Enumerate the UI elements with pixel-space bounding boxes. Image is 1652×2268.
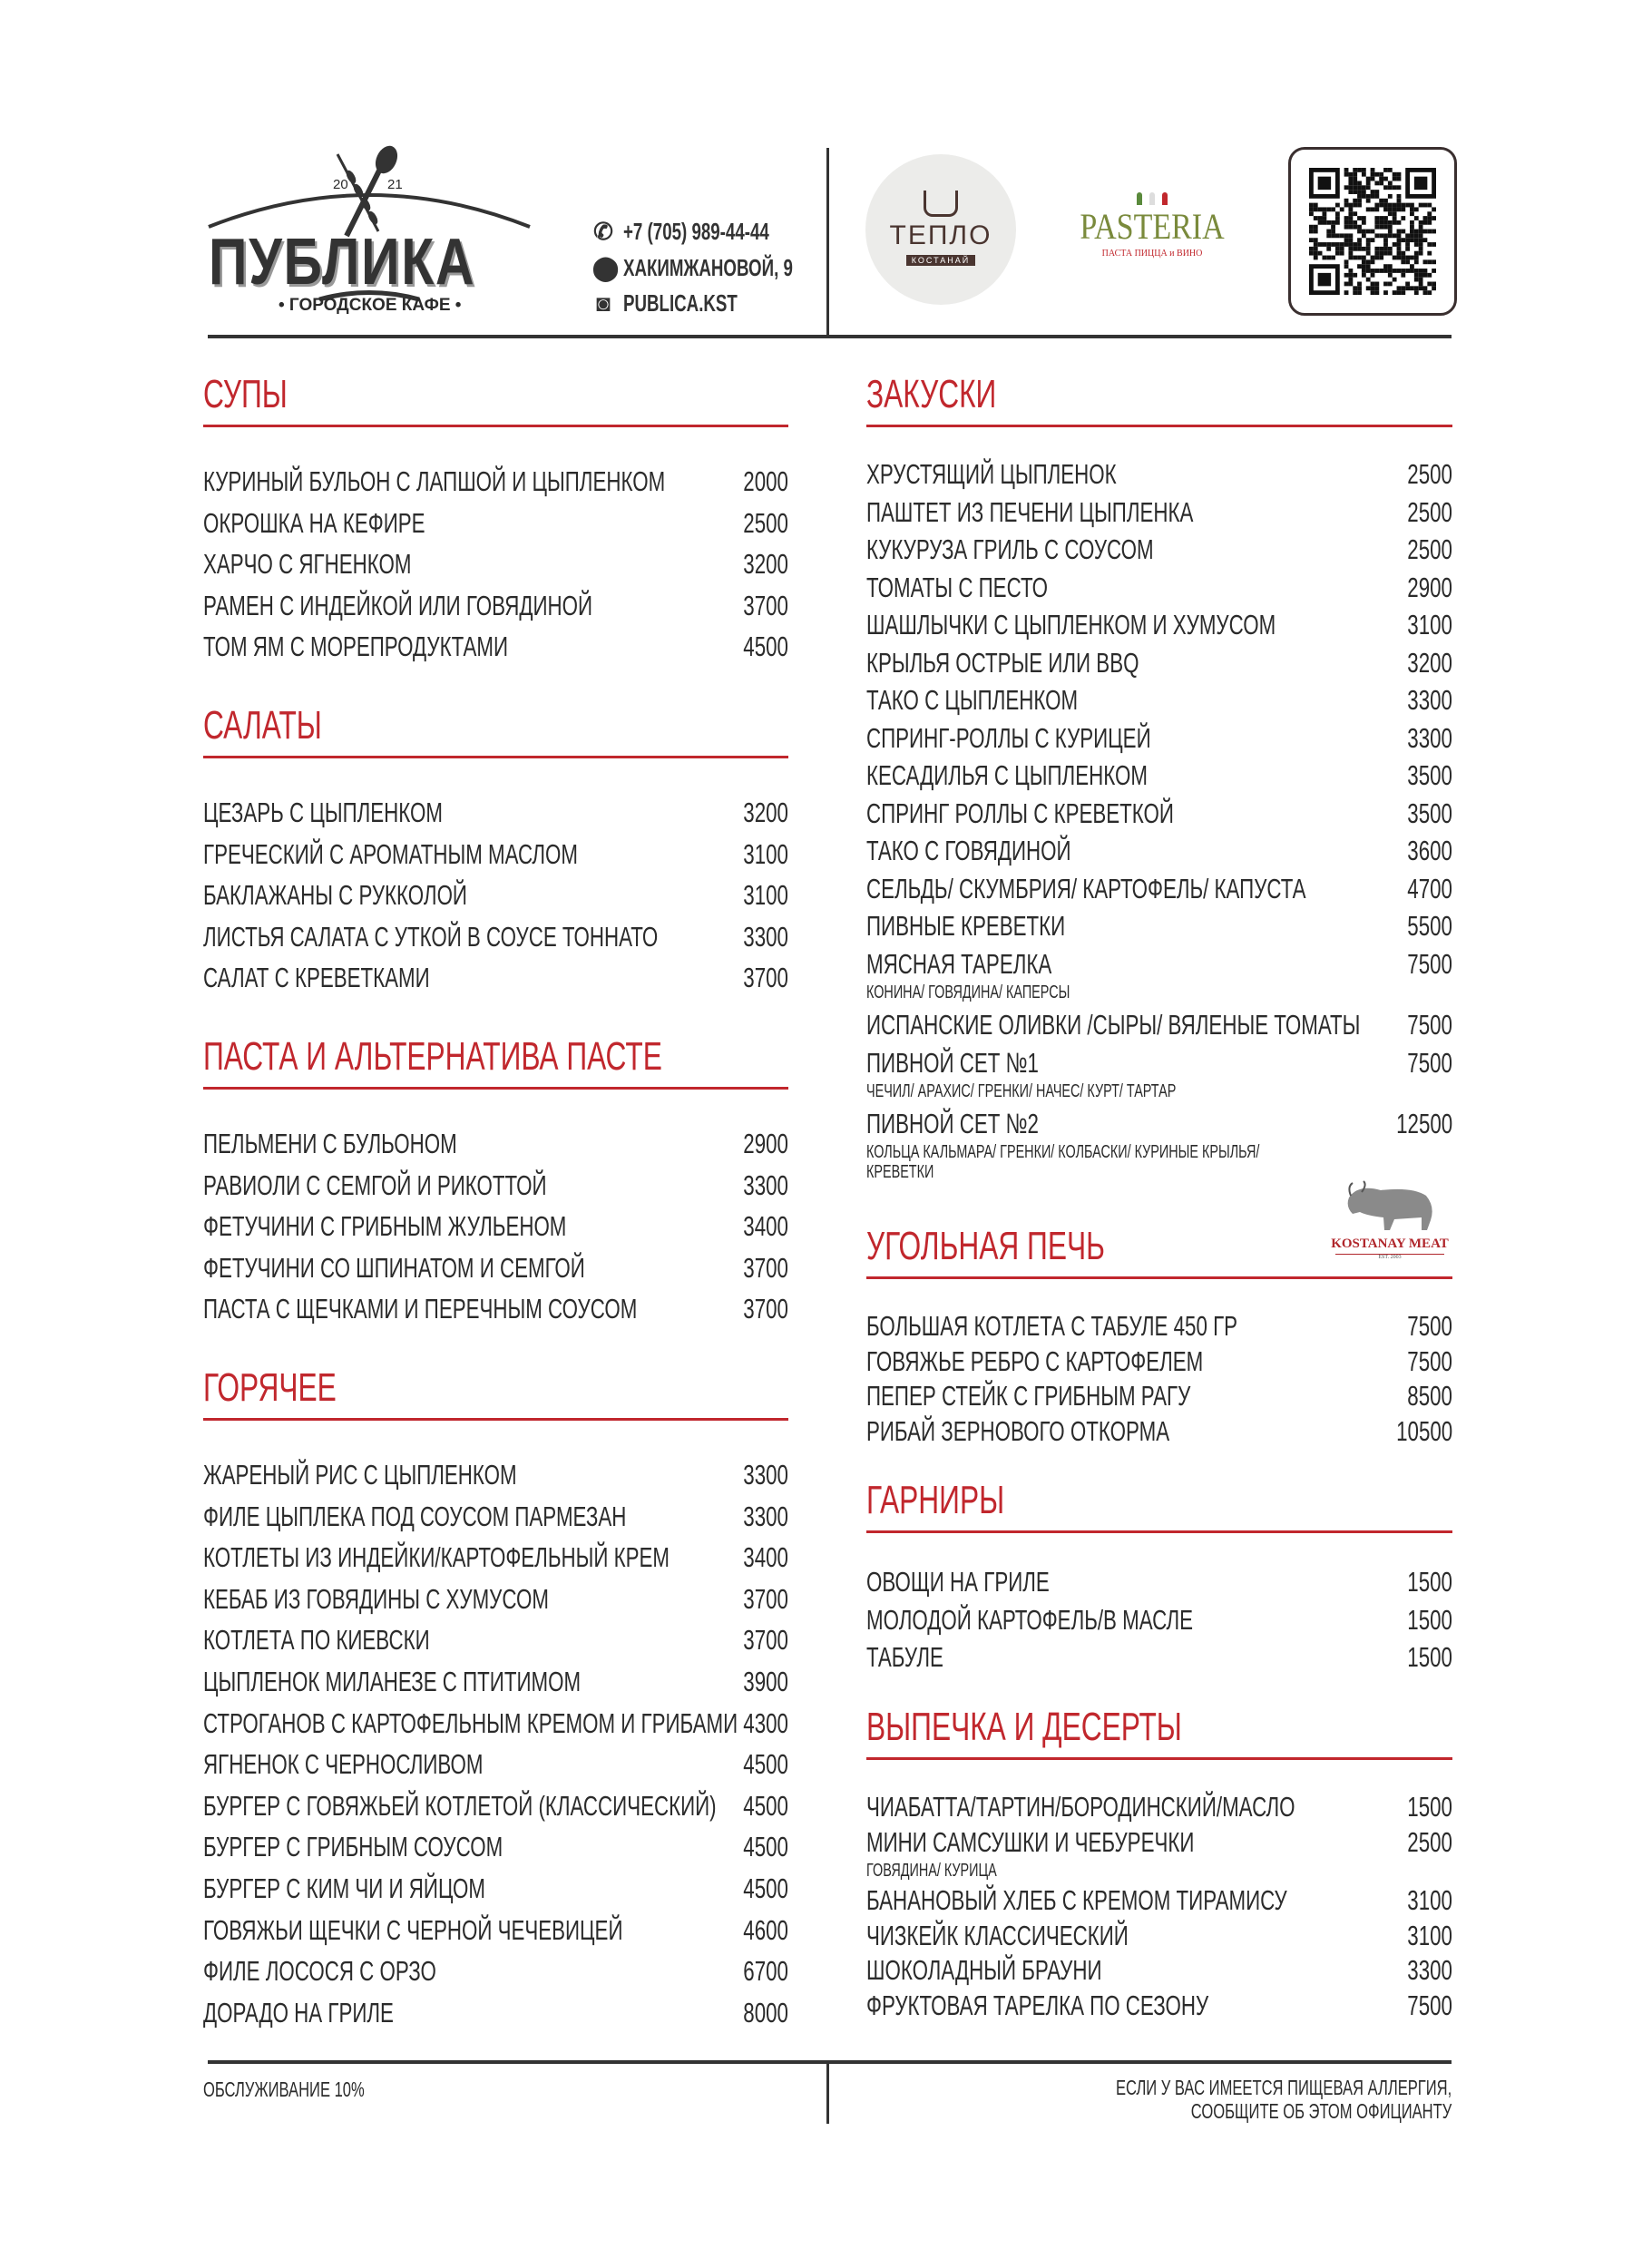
item-price: 6700 <box>743 1955 788 1988</box>
menu-item <box>866 1603 1452 1644</box>
item-price: 3200 <box>743 797 788 828</box>
teplo-name: ТЕПЛО <box>889 220 992 250</box>
item-name: ПИВНОЙ СЕТ №2 <box>866 1108 1039 1139</box>
menu-item <box>203 550 788 591</box>
menu-item <box>203 1461 788 1502</box>
menu-items <box>203 798 788 1005</box>
menu-item <box>866 1825 1452 1887</box>
menu-section <box>866 1705 1452 2026</box>
item-name: ФЕТУЧИНИ СО ШПИНАТОМ И СЕМГОЙ <box>203 1251 585 1284</box>
item-name: ПЕЛЬМЕНИ С БУЛЬОНОМ <box>203 1128 457 1159</box>
item-name: КУКУРУЗА ГРИЛЬ С СОУСОМ <box>866 533 1154 565</box>
menu-item <box>866 535 1452 573</box>
menu-item <box>866 947 1452 1012</box>
item-price: 12500 <box>1395 1108 1452 1139</box>
allergy-note: ЕСЛИ У ВАС ИМЕЕТСЯ ПИЩЕВАЯ АЛЛЕРГИЯ, СООБЩИТЕ ОБ ЭТОМ ОФИЦИАНТУ <box>1115 2076 1452 2123</box>
item-price: 3100 <box>1407 609 1452 640</box>
menu-item <box>203 1543 788 1585</box>
menu-item <box>203 1295 788 1336</box>
item-price: 3300 <box>1407 684 1452 716</box>
section-rule <box>203 756 788 758</box>
item-price: 4600 <box>743 1913 788 1946</box>
menu-items <box>203 1461 788 2039</box>
item-name: ДОРАДО НА ГРИЛЕ <box>203 1996 394 2028</box>
section-rule <box>203 425 788 427</box>
item-name: ГОВЯЖЬИ ЩЕЧКИ С ЧЕРНОЙ ЧЕЧЕВИЦЕЙ <box>203 1913 623 1946</box>
item-name: ХРУСТЯЩИЙ ЦЫПЛЕНОК <box>866 458 1117 490</box>
menu-item <box>866 611 1452 649</box>
item-name: САЛАТ С КРЕВЕТКАМИ <box>203 962 430 994</box>
item-price: 3100 <box>1407 1919 1452 1951</box>
item-name: МИНИ САМСУШКИ И ЧЕБУРЕЧКИ <box>866 1825 1195 1858</box>
menu-item <box>203 1996 788 2040</box>
kostanay-meat-logo <box>1326 1179 1453 1260</box>
item-name: БУРГЕР С КИМ ЧИ И ЯЙЦОМ <box>203 1872 485 1904</box>
item-description: КОНИНА/ ГОВЯДИНА/ КАПЕРСЫ <box>866 982 1070 1002</box>
menu-item <box>203 632 788 674</box>
item-price: 1500 <box>1407 1791 1452 1823</box>
header-rule <box>208 335 1452 338</box>
menu-section <box>203 1034 788 1336</box>
item-name: СЕЛЬДЬ/ СКУМБРИЯ/ КАРТОФЕЛЬ/ КАПУСТА <box>866 872 1306 904</box>
section-title: ГОРЯЧЕЕ <box>203 1365 337 1410</box>
pasteria-name: PASTERIA <box>1080 206 1225 247</box>
item-name: КОТЛЕТА ПО КИЕВСКИ <box>203 1624 430 1657</box>
item-price: 4500 <box>743 1872 788 1904</box>
teplo-logo <box>865 154 1016 305</box>
item-name: РИБАЙ ЗЕРНОВОГО ОТКОРМА <box>866 1414 1170 1447</box>
item-description: ГОВЯДИНА/ КУРИЦА <box>866 1860 997 1881</box>
item-name: ГОВЯЖЬЕ РЕБРО С КАРТОФЕЛЕМ <box>866 1344 1204 1377</box>
menu-item <box>866 1046 1452 1110</box>
item-price: 4500 <box>743 1831 788 1863</box>
item-price: 3400 <box>743 1210 788 1243</box>
menu-item <box>203 1168 788 1213</box>
item-name: ТАКО С ЦЫПЛЕНКОМ <box>866 684 1079 716</box>
item-price: 3100 <box>1407 1884 1452 1916</box>
footer-rule <box>208 2060 1452 2064</box>
kostanay-meat-est: EST. 2003 <box>1335 1254 1444 1260</box>
item-price: 7500 <box>1407 1344 1452 1377</box>
menu-item <box>203 798 788 840</box>
item-price: 7500 <box>1407 1046 1452 1079</box>
section-rule <box>866 425 1452 427</box>
qr-code-box[interactable] <box>1288 147 1457 316</box>
item-price: 8000 <box>743 1996 788 2028</box>
item-price: 2900 <box>1407 571 1452 603</box>
item-name: ОКРОШКА НА КЕФИРЕ <box>203 506 425 539</box>
item-name: БАНАНОВЫЙ ХЛЕБ С КРЕМОМ ТИРАМИСУ <box>866 1884 1287 1916</box>
item-name: БУРГЕР С ГРИБНЫМ СОУСОМ <box>203 1831 503 1863</box>
item-price: 3300 <box>743 1459 788 1491</box>
menu-item <box>203 1750 788 1792</box>
menu-item <box>866 573 1452 611</box>
item-name: ТАКО С ГОВЯДИНОЙ <box>866 835 1071 866</box>
contact-address: ⬤ ХАКИМЖАНОВОЙ, 9 <box>592 254 793 281</box>
menu-item <box>203 837 788 882</box>
phone-icon: ✆ <box>593 218 613 245</box>
item-price: 3300 <box>743 920 788 953</box>
item-price: 1500 <box>1407 1641 1452 1674</box>
item-price: 2500 <box>1407 1825 1452 1858</box>
item-price: 5500 <box>1407 910 1452 942</box>
menu-items <box>866 1568 1452 1681</box>
item-name: ТОМ ЯМ С МОРЕПРОДУКТАМИ <box>203 631 509 663</box>
menu-item <box>866 872 1452 913</box>
teplo-city: КОСТАНАЙ <box>906 255 976 266</box>
menu-item <box>203 1833 788 1874</box>
menu-item <box>203 1789 788 1833</box>
item-name: СПРИНГ-РОЛЛЫ С КУРИЦЕЙ <box>866 721 1151 754</box>
menu-item <box>203 881 788 923</box>
item-price: 4700 <box>1407 872 1452 904</box>
logo-year-right: 21 <box>387 177 403 192</box>
section-title: УГОЛЬНАЯ ПЕЧЬ <box>866 1224 1105 1268</box>
menu-item <box>203 1212 788 1254</box>
item-name: БОЛЬШАЯ КОТЛЕТА С ТАБУЛЕ 450 ГР <box>866 1310 1238 1342</box>
item-price: 2500 <box>1407 495 1452 528</box>
menu-item <box>203 1129 788 1171</box>
bull-icon <box>1340 1179 1440 1232</box>
item-name: СПРИНГ РОЛЛЫ С КРЕВЕТКОЙ <box>866 797 1174 829</box>
menu-items <box>866 460 1452 1195</box>
item-name: ЛИСТЬЯ САЛАТА С УТКОЙ В СОУСЕ ТОННАТО <box>203 920 659 953</box>
menu-item <box>866 1886 1452 1921</box>
item-price: 3300 <box>1407 721 1452 754</box>
item-name: МЯСНАЯ ТАРЕЛКА <box>866 947 1052 980</box>
item-name: ПИВНОЙ СЕТ №1 <box>866 1046 1039 1079</box>
item-name: КЕСАДИЛЬЯ С ЦЫПЛЕНКОМ <box>866 759 1148 791</box>
menu-item <box>866 799 1452 837</box>
item-price: 2900 <box>743 1128 788 1159</box>
menu-item <box>203 1626 788 1667</box>
item-name: РАВИОЛИ С СЕМГОЙ И РИКОТТОЙ <box>203 1168 547 1201</box>
item-name: ТАБУЛЕ <box>866 1641 943 1674</box>
contact-instagram: ◙ PUBLICA.KST <box>592 289 782 318</box>
menu-item <box>203 1706 788 1751</box>
item-name: РАМЕН С ИНДЕЙКОЙ ИЛИ ГОВЯДИНОЙ <box>203 589 593 621</box>
item-price: 3300 <box>743 1500 788 1532</box>
menu-item <box>866 1344 1452 1383</box>
pasteria-logo <box>1061 192 1243 259</box>
item-price: 1500 <box>1407 1603 1452 1636</box>
menu-item <box>866 1414 1452 1452</box>
menu-item <box>203 963 788 1005</box>
item-name: ШАШЛЫЧКИ С ЦЫПЛЕНКОМ И ХУМУСОМ <box>866 609 1276 640</box>
menu-item <box>866 1568 1452 1606</box>
item-name: ИСПАНСКИЕ ОЛИВКИ /СЫРЫ/ ВЯЛЕНЫЕ ТОМАТЫ <box>866 1009 1361 1041</box>
item-name: ЖАРЕНЫЙ РИС С ЦЫПЛЕНКОМ <box>203 1459 517 1491</box>
item-description: КОЛЬЦА КАЛЬМАРА/ ГРЕНКИ/ КОЛБАСКИ/ КУРИНЫЕ КРЫЛЬЯ/ <box>866 1142 1260 1162</box>
menu-item <box>203 506 788 551</box>
item-name: ШОКОЛАДНЫЙ БРАУНИ <box>866 1954 1102 1986</box>
item-name: ФИЛЕ ЛОСОСЯ С ОРЗО <box>203 1955 436 1988</box>
menu-item <box>866 1956 1452 1991</box>
logo-name: ПУБЛИКА <box>209 226 476 298</box>
item-name: СТРОГАНОВ С КАРТОФЕЛЬНЫМ КРЕМОМ И ГРИБАМИ <box>203 1706 738 1739</box>
menu-item <box>866 1312 1452 1347</box>
item-description: КРЕВЕТКИ <box>866 1162 934 1182</box>
contact-phone: ✆ +7 (705) 989-44-44 <box>593 218 769 245</box>
item-name: ПАСТА С ЩЕЧКАМИ И ПЕРЕЧНЫМ СОУСОМ <box>203 1293 638 1325</box>
item-name: ЧИАБАТТА/ТАРТИН/БОРОДИНСКИЙ/МАСЛО <box>866 1791 1295 1823</box>
cup-icon <box>924 191 958 217</box>
menu-item <box>866 912 1452 950</box>
menu-item <box>866 1382 1452 1417</box>
item-name: ЯГНЕНОК С ЧЕРНОСЛИВОМ <box>203 1748 484 1781</box>
item-price: 3400 <box>743 1541 788 1574</box>
item-name: ПИВНЫЕ КРЕВЕТКИ <box>866 910 1066 942</box>
section-title: ГАРНИРЫ <box>866 1478 1005 1522</box>
logo-year-left: 20 <box>333 177 348 192</box>
item-name: ГРЕЧЕСКИЙ С АРОМАТНЫМ МАСЛОМ <box>203 837 579 870</box>
instagram-icon: ◙ <box>596 289 611 317</box>
item-price: 3200 <box>743 548 788 581</box>
section-title: ПАСТА И АЛЬТЕРНАТИВА ПАСТЕ <box>203 1034 662 1079</box>
item-name: ЦЕЗАРЬ С ЦЫПЛЕНКОМ <box>203 797 444 828</box>
section-title: ВЫПЕЧКА И ДЕСЕРТЫ <box>866 1705 1182 1749</box>
item-name: ФЕТУЧИНИ С ГРИБНЫМ ЖУЛЬЕНОМ <box>203 1210 567 1243</box>
menu-item <box>203 1502 788 1544</box>
item-name: МОЛОДОЙ КАРТОФЕЛЬ/В МАСЛЕ <box>866 1603 1194 1636</box>
section-rule <box>203 1418 788 1421</box>
item-price: 3700 <box>743 1624 788 1657</box>
item-price: 4500 <box>743 1748 788 1781</box>
item-name: ХАРЧО С ЯГНЕНКОМ <box>203 548 412 581</box>
item-price: 3300 <box>1407 1954 1452 1986</box>
menu-items <box>203 1129 788 1336</box>
section-rule <box>203 1087 788 1090</box>
menu-item <box>203 1667 788 1709</box>
section-title: СУПЫ <box>203 372 288 416</box>
item-name: ФРУКТОВАЯ ТАРЕЛКА ПО СЕЗОНУ <box>866 1989 1209 2021</box>
item-price: 3700 <box>743 1251 788 1284</box>
item-price: 3500 <box>1407 797 1452 829</box>
section-rule <box>866 1276 1452 1279</box>
menu-items <box>866 1793 1452 2026</box>
menu-item <box>203 1874 788 1916</box>
menu-item <box>203 467 788 509</box>
menu-item <box>866 721 1452 762</box>
header-divider <box>826 148 829 336</box>
menu-section <box>203 1365 788 2039</box>
item-price: 2000 <box>743 465 788 497</box>
item-price: 3200 <box>1407 646 1452 679</box>
menu-item <box>203 1251 788 1295</box>
item-description: ЧЕЧИЛ/ АРАХИС/ ГРЕНКИ/ НАЧЕС/ КУРТ/ ТАРТАР <box>866 1080 1177 1101</box>
item-name: КРЫЛЬЯ ОСТРЫЕ ИЛИ BBQ <box>866 646 1139 679</box>
section-title: САЛАТЫ <box>203 703 322 748</box>
item-price: 4300 <box>743 1706 788 1739</box>
item-price: 3700 <box>743 589 788 621</box>
item-price: 3700 <box>743 962 788 994</box>
publika-logo <box>201 145 537 327</box>
item-name: ЦЫПЛЕНОК МИЛАНЕЗЕ С ПТИТИМОМ <box>203 1665 582 1697</box>
item-name: ОВОЩИ НА ГРИЛЕ <box>866 1566 1050 1598</box>
service-charge-note: ОБСЛУЖИВАНИЕ 10% <box>203 2077 365 2101</box>
item-name: КОТЛЕТЫ ИЗ ИНДЕЙКИ/КАРТОФЕЛЬНЫЙ КРЕМ <box>203 1541 670 1574</box>
menu-item <box>866 686 1452 724</box>
item-price: 2500 <box>1407 533 1452 565</box>
menu-item <box>866 761 1452 799</box>
menu-section <box>203 372 788 674</box>
item-name: ТОМАТЫ С ПЕСТО <box>866 571 1048 603</box>
menu-item <box>866 1921 1452 1957</box>
item-name: БАКЛАЖАНЫ С РУККОЛОЙ <box>203 879 467 912</box>
menu-items <box>203 467 788 674</box>
menu-item <box>866 1991 1452 2027</box>
item-price: 1500 <box>1407 1566 1452 1598</box>
menu-item <box>203 1957 788 1999</box>
kostanay-meat-name: KOSTANAY MEAT <box>1331 1237 1449 1251</box>
menu-item <box>203 1913 788 1958</box>
menu-item <box>866 460 1452 498</box>
item-price: 4500 <box>743 631 788 663</box>
location-pin-icon: ⬤ <box>592 254 620 281</box>
menu-item <box>866 1643 1452 1681</box>
item-name: ЧИЗКЕЙК КЛАССИЧЕСКИЙ <box>866 1919 1129 1951</box>
menu-item <box>866 836 1452 875</box>
item-price: 3600 <box>1407 835 1452 866</box>
pasteria-tagline: ПАСТА ПИЦЦА и ВИНО <box>1101 249 1203 259</box>
qr-code <box>1309 168 1436 295</box>
item-price: 2500 <box>743 506 788 539</box>
menu-item <box>203 1582 788 1627</box>
logo-subtitle: • ГОРОДСКОЕ КАФЕ • <box>279 296 462 315</box>
item-price: 10500 <box>1395 1414 1452 1447</box>
menu-section <box>866 1478 1452 1681</box>
item-price: 3300 <box>743 1168 788 1201</box>
item-name: ПЕПЕР СТЕЙК С ГРИБНЫМ РАГУ <box>866 1380 1191 1412</box>
menu-item <box>866 646 1452 687</box>
item-price: 3700 <box>743 1293 788 1325</box>
item-name: БУРГЕР С ГОВЯЖЬЕЙ КОТЛЕТОЙ (КЛАССИЧЕСКИЙ) <box>203 1789 717 1822</box>
item-price: 2500 <box>1407 458 1452 490</box>
item-price: 4500 <box>743 1789 788 1822</box>
menu-item <box>203 920 788 964</box>
item-price: 3900 <box>743 1665 788 1697</box>
item-price: 7500 <box>1407 1310 1452 1342</box>
section-rule <box>866 1757 1452 1760</box>
section-title: ЗАКУСКИ <box>866 372 997 416</box>
item-price: 7500 <box>1407 1989 1452 2021</box>
item-price: 3100 <box>743 879 788 912</box>
item-price: 7500 <box>1407 947 1452 980</box>
menu-item <box>203 591 788 633</box>
italian-flag-icon <box>1061 192 1243 205</box>
item-price: 7500 <box>1407 1009 1452 1041</box>
menu-items <box>866 1312 1452 1452</box>
item-name: КЕБАБ ИЗ ГОВЯДИНЫ С ХУМУСОМ <box>203 1582 549 1615</box>
menu-item <box>866 1011 1452 1049</box>
item-price: 3100 <box>743 837 788 870</box>
menu-section <box>866 372 1452 1195</box>
section-rule <box>866 1530 1452 1533</box>
footer-divider <box>826 2062 829 2124</box>
item-name: ПАШТЕТ ИЗ ПЕЧЕНИ ЦЫПЛЕНКА <box>866 495 1194 528</box>
item-price: 8500 <box>1407 1380 1452 1412</box>
item-name: КУРИНЫЙ БУЛЬОН С ЛАПШОЙ И ЦЫПЛЕНКОМ <box>203 465 666 497</box>
menu-section <box>203 703 788 1005</box>
item-price: 3700 <box>743 1582 788 1615</box>
menu-item <box>866 495 1452 536</box>
item-price: 3500 <box>1407 759 1452 791</box>
item-name: ФИЛЕ ЦЫПЛЕКА ПОД СОУСОМ ПАРМЕЗАН <box>203 1500 627 1532</box>
menu-item <box>866 1793 1452 1828</box>
